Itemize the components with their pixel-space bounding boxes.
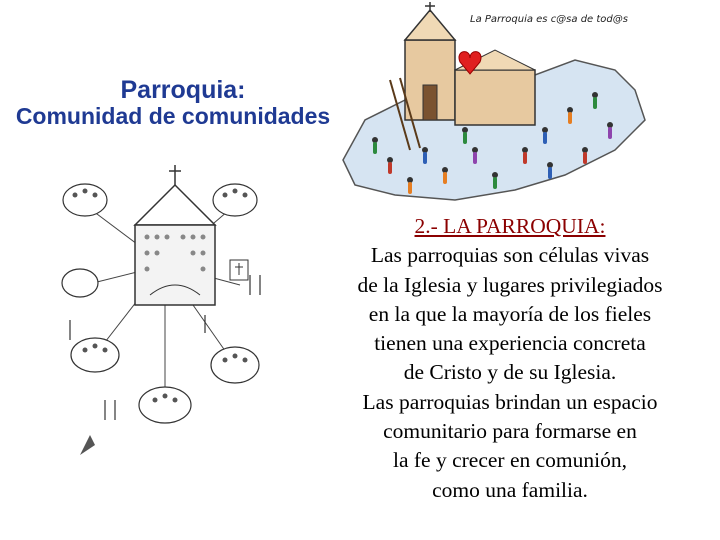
text-line: Las parroquias son células vivas [370, 243, 650, 268]
community-diagram [55, 155, 275, 460]
text-line: en la que la mayoría de los fieles [368, 301, 652, 326]
text-line: de Cristo y de su Iglesia. [403, 360, 617, 385]
text-line: de la Iglesia y lugares privilegiados [357, 272, 663, 297]
text-line: como una familia. [432, 477, 588, 502]
parish-description [305, 212, 715, 505]
title-line-1: Parroquia: [120, 76, 246, 104]
text-line: la fe y crecer en comunión, [393, 448, 627, 473]
slide-title [8, 76, 338, 130]
title-line-2: Comunidad de comunidades [15, 103, 331, 129]
parish-illustration [335, 0, 655, 205]
illustration-caption: La Parroquia es c@sa de tod@s [470, 14, 628, 25]
text-line: comunitario para formarse en [383, 419, 637, 444]
section-heading: 2.- LA PARROQUIA: [414, 214, 606, 238]
text-line: Las parroquias brindan un espacio [362, 389, 658, 414]
text-line: tienen una experiencia concreta [374, 331, 646, 356]
